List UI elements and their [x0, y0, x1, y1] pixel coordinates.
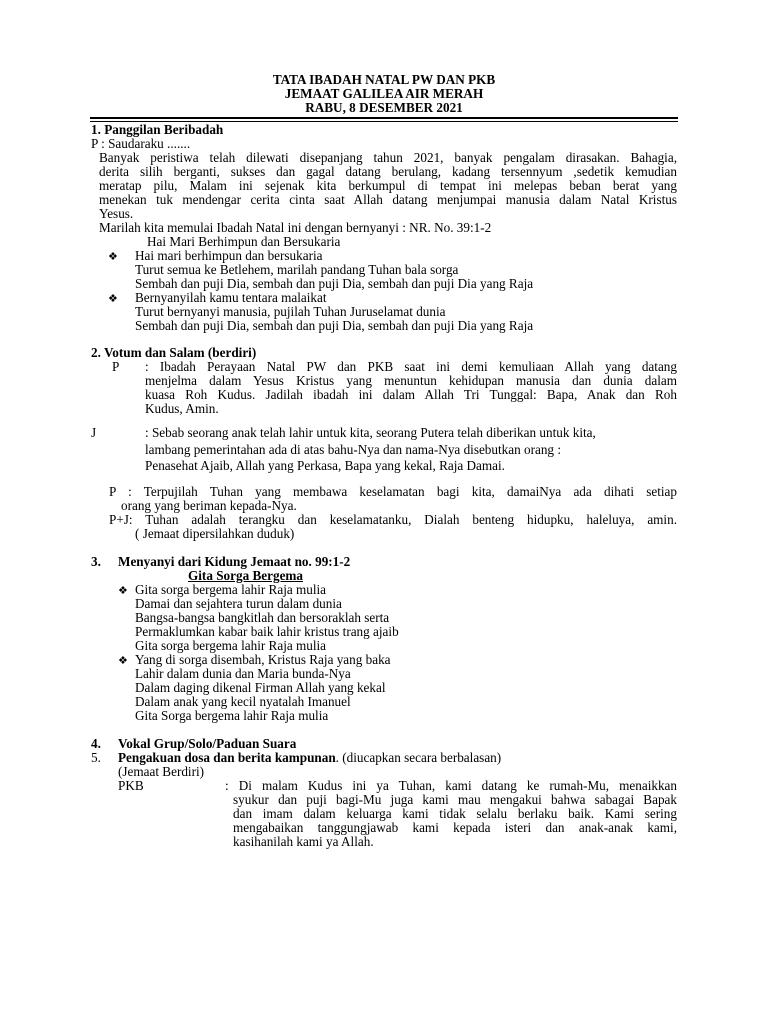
section-5-heading: Pengakuan dosa dan berita kampunan [118, 750, 336, 765]
section-4-number: 4. [91, 736, 101, 751]
section-1-heading: 1. Panggilan Beribadah [91, 122, 224, 137]
section-5-pkb-line: kasihanilah kami ya Allah. [233, 834, 374, 849]
song1-verse-line: Sembah dan puji Dia, sembah dan puji Dia, sembah dan puji Dia yang Raja [135, 276, 534, 291]
song2-verse-line: Damai dan sejahtera turun dalam dunia [135, 596, 342, 611]
section-2-p2-line: P : Terpujilah Tuhan yang membawa keselamatan bagi kita, damaiNya ada dihati setiap [109, 484, 677, 499]
section-1-invite: Marilah kita memulai Ibadah Natal ini dengan bernyanyi : NR. No. 39:1-2 [99, 220, 492, 235]
doc-date: RABU, 8 DESEMBER 2021 [305, 100, 463, 115]
song2-verse-line: Gita Sorga bergema lahir Raja mulia [135, 708, 329, 723]
doc-subtitle: JEMAAT GALILEA AIR MERAH [284, 86, 484, 101]
diamond-bullet-icon: ❖ [118, 655, 128, 667]
song2-verse-line: Permaklumkan kabar baik lahir kristus trang ajaib [135, 624, 399, 639]
verse-line: Bernyanyilah kamu tentara malaikat [135, 290, 327, 305]
section-2-p-label: P [112, 359, 120, 374]
section-4-heading: Vokal Grup/Solo/Paduan Suara [118, 736, 297, 751]
section-5-standing: (Jemaat Berdiri) [118, 764, 205, 779]
verse-line: Gita sorga bergema lahir Raja mulia [135, 582, 327, 597]
section-2-j-line: lambang pemerintahan ada di atas bahu-Nya dan nama-Nya disebutkan orang : [145, 442, 561, 457]
verse-line: Hai mari berhimpun dan bersukaria [135, 248, 323, 263]
section-2-heading: 2. Votum dan Salam (berdiri) [91, 345, 257, 360]
song2-verse-line: Bangsa-bangsa bangkitlah dan bersoraklah serta [135, 610, 390, 625]
section-2-j-line: : Sebab seorang anak telah lahir untuk kita, seorang Putera telah diberikan untuk kita, [145, 425, 596, 440]
section-2-p-line: : Ibadah Perayaan Natal PW dan PKB saat ini demi kemuliaan Allah yang datang [145, 359, 677, 374]
section-2-pj-line: ( Jemaat dipersilahkan duduk) [135, 526, 295, 541]
section-1-para-line: Yesus. [99, 206, 134, 221]
song2-verse-line: Dalam anak yang kecil nyatalah Imanuel [135, 694, 351, 709]
section-1-para-line: Banyak peristiwa telah dilewati disepanjang tahun 2021, banyak pengalam dirasakan. Bahagia, [99, 150, 677, 165]
section-1-para-line: meratap pilu, Malam ini sejenak kita berkumpul di tempat ini melepas beban berat yang [99, 178, 677, 193]
section-3-number: 3. [91, 554, 101, 569]
section-2-p-line: Kudus, Amin. [145, 401, 219, 416]
section-5-pkb-line: : Di malam Kudus ini ya Tuhan, kami datang ke rumah-Mu, menaikkan [225, 778, 677, 793]
song2-verse-line: Gita sorga bergema lahir Raja mulia [135, 638, 327, 653]
section-5-heading-line [118, 751, 501, 765]
section-5-note: . (diucapkan secara berbalasan) [335, 750, 502, 765]
diamond-bullet-icon: ❖ [118, 585, 128, 597]
section-2-j-line: Penasehat Ajaib, Allah yang Perkasa, Bapa yang kekal, Raja Damai. [145, 458, 505, 473]
song2-verse-line: Dalam daging dikenal Firman Allah yang kekal [135, 680, 386, 695]
verse-line: Yang di sorga disembah, Kristus Raja yang baka [135, 652, 391, 667]
section-2-p-line: menjelma dalam Yesus Kristus yang menuntun kehidupan manusia dan dunia dalam [145, 373, 677, 388]
section-2-j-label: J [91, 425, 97, 440]
section-5-pkb-line: mengabaikan tanggungjawab kami kepada isteri dan anak-anak kami, [233, 820, 677, 835]
section-1-para-line: menekan tuk mendengar cerita cinta saat Allah datang menjumpai manusia dalam Natal Kristus [99, 192, 677, 207]
section-2-p2-line: orang yang beriman kepada-Nya. [121, 498, 297, 513]
section-2-p-line: kuasa Roh Kudus. Jadilah ibadah ini dalam Allah Tri Tunggal: Bapa, Anak dan Roh [145, 387, 677, 402]
song1-verse-line: Sembah dan puji Dia, sembah dan puji Dia, sembah dan puji Dia yang Raja [135, 318, 534, 333]
song1-verse-line: Turut bernyanyi manusia, pujilah Tuhan Juruselamat dunia [135, 304, 446, 319]
section-5-number: 5. [91, 750, 101, 765]
section-5-pkb-label: PKB [118, 778, 144, 793]
section-1-speaker: P : Saudaraku ....... [91, 136, 191, 151]
diamond-bullet-icon: ❖ [108, 251, 118, 263]
section-3-song-title: Gita Sorga Bergema [188, 568, 303, 583]
song1-verse-line: Turut semua ke Betlehem, marilah pandang Tuhan bala sorga [135, 262, 459, 277]
section-1-song-title: Hai Mari Berhimpun dan Bersukaria [147, 234, 341, 249]
section-5-pkb-line: dan imam dalam keluarga kami tidak selalu berlaku baik. Kami sering [233, 806, 677, 821]
section-5-pkb-line: syukur dan puji bagi-Mu juga kami mau mengakui bahwa sabagai Bapak [233, 792, 677, 807]
section-2-pj-line: P+J: Tuhan adalah terangku dan keselamatanku, Dialah benteng hidupku, haleluya, amin. [109, 512, 677, 527]
song2-verse-line: Lahir dalam dunia dan Maria bunda-Nya [135, 666, 351, 681]
diamond-bullet-icon: ❖ [108, 293, 118, 305]
header-rule-thick [90, 117, 678, 119]
section-3-heading: Menyanyi dari Kidung Jemaat no. 99:1-2 [118, 554, 351, 569]
doc-title: TATA IBADAH NATAL PW DAN PKB [272, 72, 496, 87]
section-1-para-line: derita silih berganti, sukses dan gagal datang berulang, kadang tersennyum ,sedetik kemudian [99, 164, 677, 179]
